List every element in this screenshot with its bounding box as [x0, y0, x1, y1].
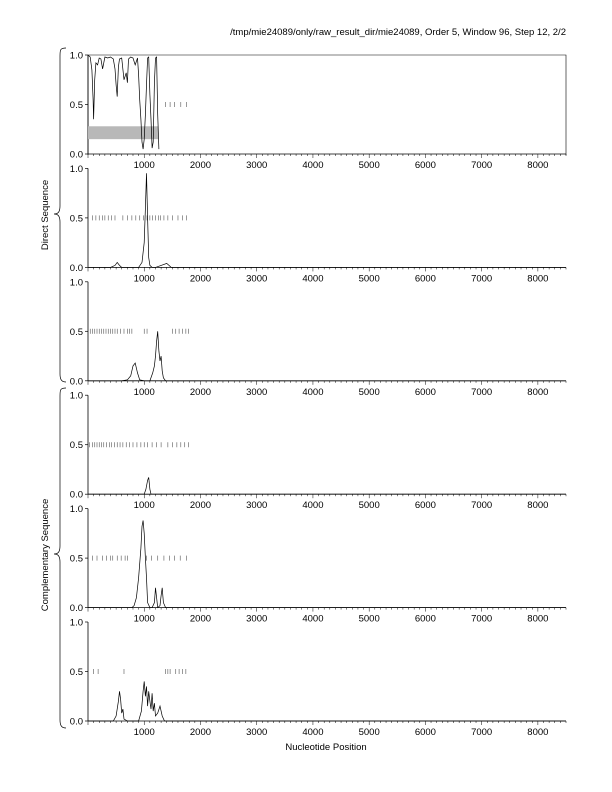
- shaded-band: [88, 126, 158, 139]
- x-tick-label: 4000: [302, 273, 324, 285]
- group-brackets: [54, 48, 66, 728]
- panel-3: [70, 277, 566, 398]
- x-tick-label: 2000: [189, 613, 212, 625]
- x-tick-label: 4000: [302, 386, 324, 398]
- panel-1: [70, 51, 566, 172]
- y-tick-label: 1.0: [69, 617, 83, 629]
- x-tick-label: 4000: [302, 613, 324, 625]
- x-tick-label: 1000: [133, 500, 155, 512]
- x-tick-label: 5000: [358, 500, 380, 512]
- x-tick-label: 7000: [471, 386, 493, 398]
- x-tick-label: 7000: [471, 500, 493, 512]
- x-tick-label: 3000: [246, 613, 268, 625]
- y-tick-label: 0.0: [69, 376, 83, 388]
- x-tick-label: 8000: [527, 386, 549, 398]
- x-tick-label: 3000: [246, 273, 268, 285]
- y-tick-label: 0.0: [69, 489, 83, 501]
- panel-2: [70, 164, 566, 285]
- x-tick-label: 6000: [414, 727, 436, 738]
- y-tick-label: 0.0: [69, 262, 83, 274]
- y-tick-label: 1.0: [69, 163, 83, 175]
- x-tick-label: 8000: [527, 613, 549, 625]
- y-tick-label: 0.5: [69, 213, 83, 225]
- x-tick-label: 1000: [133, 386, 155, 398]
- x-tick-label: 5000: [358, 613, 380, 625]
- y-tick-label: 1.0: [69, 390, 83, 402]
- y-tick-label: 0.5: [69, 100, 83, 111]
- y-tick-label: 0.5: [69, 326, 83, 338]
- x-tick-label: 6000: [414, 500, 436, 512]
- series-line: [88, 331, 566, 381]
- y-tick-label: 0.5: [69, 667, 83, 678]
- x-tick-label: 2000: [189, 160, 212, 171]
- panels: [70, 51, 566, 739]
- x-tick-label: 4000: [302, 160, 324, 171]
- x-tick-label: 4000: [302, 500, 324, 512]
- x-tick-label: 7000: [471, 613, 493, 625]
- x-tick-label: 2000: [189, 727, 212, 738]
- series-line: [88, 681, 566, 721]
- bracket-complementary: [54, 388, 66, 728]
- y-tick-label: 0.0: [69, 716, 83, 728]
- series-line: [88, 477, 566, 494]
- x-tick-label: 2000: [189, 386, 212, 398]
- group-label-complementary: Complementary Sequence: [40, 498, 51, 612]
- x-tick-label: 1000: [133, 273, 155, 285]
- y-tick-label: 1.0: [69, 504, 83, 516]
- x-tick-label: 8000: [527, 160, 549, 171]
- x-tick-label: 2000: [189, 500, 212, 512]
- x-tick-label: 7000: [471, 273, 493, 285]
- x-tick-label: 4000: [302, 727, 324, 738]
- y-tick-label: 1.0: [69, 277, 83, 289]
- y-tick-label: 0.5: [69, 440, 83, 452]
- x-tick-label: 6000: [414, 386, 436, 398]
- panel-5: [70, 504, 566, 625]
- x-tick-label: 1000: [133, 160, 155, 171]
- x-tick-label: 3000: [246, 727, 268, 738]
- panel-frame: [88, 55, 566, 155]
- y-tick-label: 0.0: [69, 149, 83, 161]
- y-tick-label: 0.5: [69, 553, 83, 565]
- x-tick-label: 1000: [133, 613, 155, 625]
- x-tick-label: 6000: [414, 160, 436, 171]
- panel-6: [70, 618, 566, 739]
- x-axis-label: Nucleotide Position: [285, 742, 367, 753]
- x-tick-label: 5000: [358, 160, 380, 171]
- y-tick-label: 1.0: [69, 50, 83, 62]
- x-tick-label: 1000: [133, 727, 155, 738]
- series-line: [88, 521, 566, 608]
- figure-header: /tmp/mie24089/only/raw_result_dir/mie24089, Order 5, Window 96, Step 12, 2/2: [230, 27, 566, 38]
- x-tick-label: 3000: [246, 386, 268, 398]
- x-tick-label: 3000: [246, 500, 268, 512]
- y-tick-label: 0.0: [69, 603, 83, 615]
- x-tick-label: 8000: [527, 727, 549, 738]
- series-line: [88, 173, 566, 267]
- x-tick-label: 5000: [358, 273, 380, 285]
- x-tick-label: 5000: [358, 727, 380, 738]
- x-tick-label: 6000: [414, 273, 436, 285]
- bracket-direct: [54, 48, 66, 382]
- x-tick-label: 2000: [189, 273, 212, 285]
- x-tick-label: 3000: [246, 160, 268, 171]
- group-label-direct: Direct Sequence: [40, 179, 51, 251]
- x-tick-label: 7000: [471, 727, 493, 738]
- x-tick-label: 8000: [527, 273, 549, 285]
- x-tick-label: 6000: [414, 613, 436, 625]
- x-tick-label: 5000: [358, 386, 380, 398]
- panel-4: [70, 391, 566, 512]
- x-tick-label: 7000: [471, 160, 493, 171]
- x-tick-label: 8000: [527, 500, 549, 512]
